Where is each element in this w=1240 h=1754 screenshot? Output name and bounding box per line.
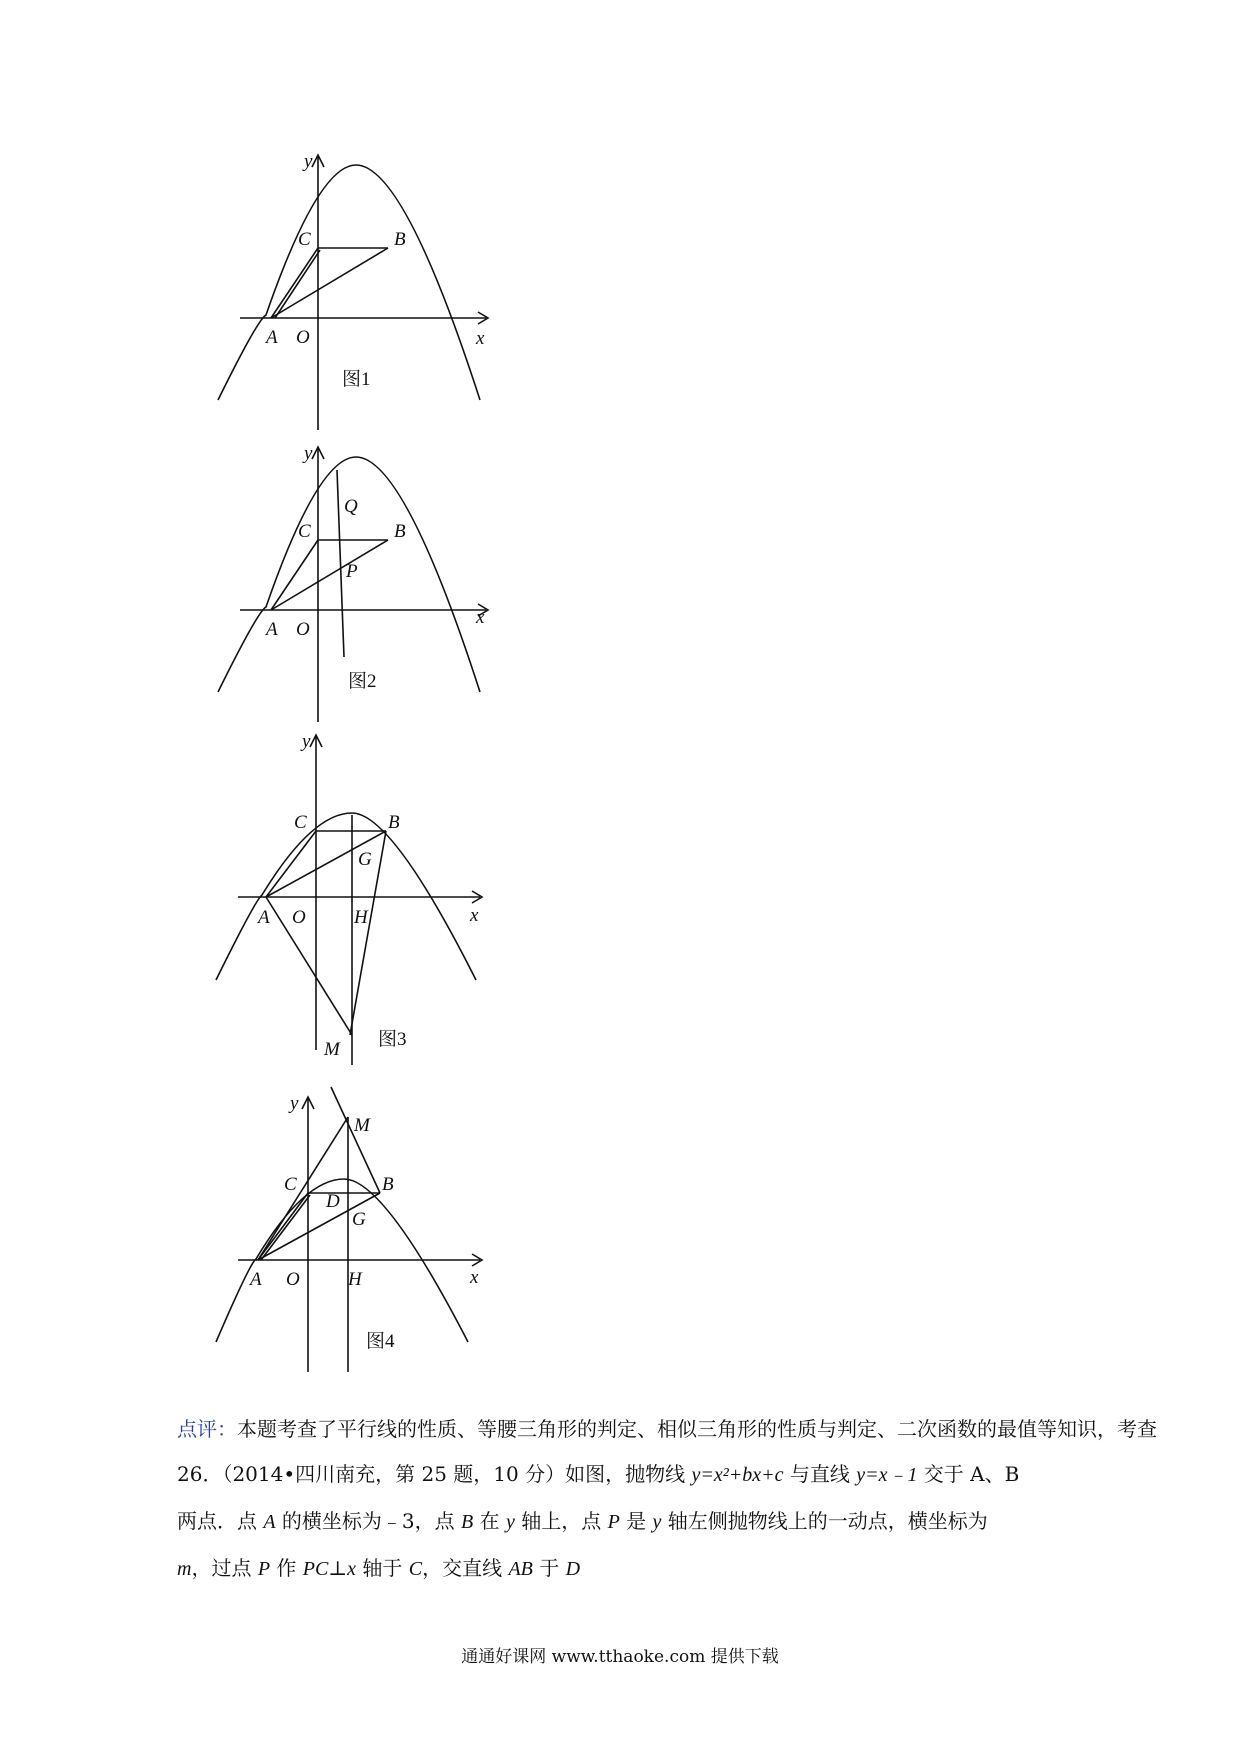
comment-paragraph	[177, 1419, 1157, 1439]
math-var: AB	[508, 1558, 533, 1580]
math-var: B	[461, 1511, 474, 1533]
problem-line-2	[177, 1511, 988, 1532]
label-o: O	[296, 327, 310, 348]
line-pq	[337, 470, 344, 657]
problem-text: 与直线	[783, 1462, 857, 1486]
label-o: O	[286, 1269, 300, 1290]
problem-text: 两点．点	[177, 1509, 264, 1533]
label-x: x	[476, 328, 485, 349]
figure-1	[230, 151, 510, 445]
math-var: PC	[302, 1558, 329, 1580]
problem-text: 交于 A、B	[917, 1462, 1020, 1486]
figure-3	[228, 731, 508, 1080]
label-q: Q	[344, 496, 358, 517]
math-var: P	[607, 1511, 620, 1533]
problem-text: ，过点	[191, 1556, 258, 1580]
label-b: B	[382, 1174, 394, 1195]
label-c: C	[298, 229, 311, 250]
label-h: H	[348, 1269, 362, 1290]
comment-label: 点评：	[177, 1417, 237, 1441]
math-var: x	[347, 1558, 357, 1580]
label-b: B	[388, 812, 400, 833]
figure-caption: 图4	[366, 1331, 395, 1352]
math-var: A	[263, 1511, 276, 1533]
label-y-text: y	[302, 731, 311, 752]
label-c: C	[298, 521, 311, 542]
equation-parabola: y=x²+bx+c	[691, 1464, 784, 1486]
label-g: G	[358, 849, 372, 870]
label-b: B	[394, 229, 406, 250]
label-b: B	[394, 521, 406, 542]
figure-2	[230, 443, 510, 737]
label-p: P	[346, 561, 358, 582]
label-d: D	[326, 1191, 340, 1212]
problem-text: 轴左侧抛物线上的一动点，横坐标为	[661, 1509, 988, 1533]
math-var: P	[257, 1558, 271, 1580]
label-a: A	[266, 619, 278, 640]
label-y: y	[304, 443, 313, 464]
problem-text: 的横坐标为﹣3，点	[275, 1509, 462, 1533]
segment-am	[258, 1117, 348, 1260]
problem-line-1	[177, 1464, 1019, 1485]
math-var: m	[177, 1558, 192, 1580]
problem-text: 于	[532, 1556, 566, 1580]
math-var: C	[408, 1558, 423, 1580]
label-x: x	[470, 1267, 479, 1288]
problem-text: 是	[619, 1509, 653, 1533]
segment-am	[266, 897, 352, 1035]
label-y: y	[304, 151, 313, 172]
label-x: x	[470, 905, 479, 926]
problem-text: 26．（2014•四川南充，第 25 题，10 分）如图，抛物线	[177, 1462, 692, 1486]
math-var: D	[565, 1558, 581, 1580]
label-c: C	[294, 812, 307, 833]
figure-caption: 图3	[378, 1029, 407, 1050]
label-y: y	[290, 1093, 299, 1114]
segment-ac-2	[275, 250, 320, 318]
problem-text: ，交直线	[422, 1556, 509, 1580]
label-m: M	[354, 1115, 370, 1136]
math-var: y	[505, 1511, 515, 1533]
label-x: x	[476, 607, 485, 628]
label-h: H	[354, 907, 368, 928]
problem-line-3	[177, 1558, 580, 1579]
equation-line: y=x﹣1	[856, 1464, 918, 1486]
comment-text: 本题考查了平行线的性质、等腰三角形的判定、相似三角形的性质与判定、二次函数的最值等知识，考查	[237, 1417, 1157, 1441]
label-a: A	[250, 1269, 262, 1290]
segment-ab	[271, 540, 388, 610]
figure-caption: 图2	[348, 671, 377, 692]
figure-4	[228, 1093, 508, 1382]
label-g: G	[352, 1209, 366, 1230]
label-a: A	[266, 327, 278, 348]
parabola	[218, 165, 480, 400]
label-a: A	[258, 907, 270, 928]
label-c: C	[284, 1174, 297, 1195]
label-o: O	[292, 907, 306, 928]
segment-ac-2	[261, 1195, 310, 1260]
problem-text: 在	[473, 1509, 506, 1533]
problem-text: 作	[270, 1556, 303, 1580]
segment-ab	[271, 248, 388, 318]
problem-text: ⊥	[328, 1556, 348, 1580]
segment-ac	[258, 1193, 308, 1260]
label-o: O	[296, 619, 310, 640]
segment-ac	[266, 831, 316, 897]
figure-caption: 图1	[342, 369, 371, 390]
problem-text: 轴上，点	[514, 1509, 608, 1533]
page-footer: 通通好课网 www.tthaoke.com 提供下载	[461, 1647, 779, 1667]
label-m: M	[324, 1039, 340, 1060]
segment-mb	[331, 1087, 380, 1193]
math-var: y	[652, 1511, 662, 1533]
problem-text: 轴于	[356, 1556, 409, 1580]
